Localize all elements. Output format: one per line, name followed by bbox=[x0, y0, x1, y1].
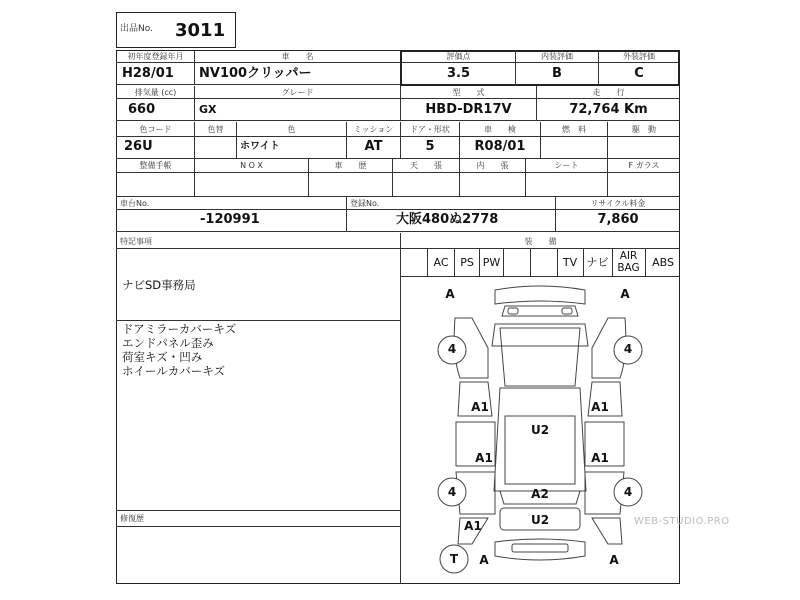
chassis-value: -120991 bbox=[200, 212, 260, 227]
car-name-value: NV100クリッパー bbox=[199, 66, 312, 81]
exterior-label: 外装評価 bbox=[623, 52, 655, 61]
damage-mark: A1 bbox=[591, 451, 609, 465]
cc-label: 排気量 (cc) bbox=[134, 88, 177, 97]
color-label: 色 bbox=[287, 125, 296, 134]
color-value: ホワイト bbox=[240, 141, 280, 152]
damage-mark: 4 bbox=[623, 342, 633, 356]
damage-mark: A bbox=[609, 553, 619, 567]
color-code-label: 色コード bbox=[139, 125, 172, 134]
inspection-value: R08/01 bbox=[474, 139, 526, 154]
equip-airbag: AIR BAG bbox=[617, 250, 640, 274]
damage-mark: A1 bbox=[591, 400, 609, 414]
equip-tv: TV bbox=[562, 256, 578, 269]
color-code-value: 26U bbox=[124, 139, 153, 154]
score-label: 評価点 bbox=[446, 52, 471, 61]
damage-mark: 4 bbox=[623, 485, 633, 499]
equip-navi: ナビ bbox=[586, 256, 609, 269]
grade-label: グレード bbox=[281, 88, 314, 97]
interior-value: B bbox=[552, 66, 562, 81]
remark-4: ホイールカバーキズ bbox=[122, 364, 226, 378]
mission-value: AT bbox=[364, 139, 383, 154]
remark-2: エンドパネル歪み bbox=[122, 336, 214, 350]
damage-mark: A2 bbox=[531, 487, 549, 501]
interior-label: 内装評価 bbox=[541, 52, 573, 61]
mission-label: ミッション bbox=[353, 125, 394, 134]
color-type-label: 色替 bbox=[207, 125, 224, 134]
damage-mark: A1 bbox=[475, 451, 493, 465]
repair-label: 修復歴 bbox=[120, 514, 144, 523]
recycle-value: 7,860 bbox=[597, 212, 639, 227]
damage-mark: U2 bbox=[530, 513, 550, 527]
reg-label: 登録No. bbox=[350, 199, 380, 208]
history-label: 車 歴 bbox=[334, 161, 367, 170]
damage-mark: A1 bbox=[471, 400, 489, 414]
damage-mark: A bbox=[479, 553, 489, 567]
watermark: WEB-STUDIO.PRO bbox=[634, 516, 730, 527]
lot-number: 3011 bbox=[175, 20, 226, 41]
notes-label: 特記事項 bbox=[120, 237, 152, 246]
door-label: ドア・形状 bbox=[410, 125, 450, 134]
drive-label: 駆 動 bbox=[632, 125, 656, 134]
mileage-value: 72,764 Km bbox=[569, 102, 648, 117]
model-value: HBD-DR17V bbox=[425, 102, 512, 117]
seat-label: シート bbox=[554, 161, 579, 170]
inspection-label: 車 検 bbox=[484, 125, 516, 134]
fuel-label: 燃 料 bbox=[562, 125, 586, 134]
recycle-label: リサイクル料金 bbox=[590, 199, 646, 208]
year-value: H28/01 bbox=[122, 66, 174, 81]
mileage-label: 走 行 bbox=[592, 88, 625, 97]
cc-value: 660 bbox=[128, 102, 156, 117]
lot-label: 出品No. bbox=[120, 24, 153, 34]
exterior-value: C bbox=[634, 66, 644, 81]
damage-mark: A bbox=[445, 287, 455, 301]
reg-value: 大阪480ぬ2778 bbox=[396, 212, 499, 227]
year-label: 初年度登録年月 bbox=[127, 52, 184, 61]
grade-value: GX bbox=[199, 103, 217, 116]
door-value: 5 bbox=[425, 139, 435, 154]
roof-label: 天 張 bbox=[410, 161, 442, 170]
glass-label: F ガラス bbox=[628, 161, 660, 170]
damage-mark: U2 bbox=[530, 423, 550, 437]
score-value: 3.5 bbox=[446, 66, 471, 81]
equip-ac: AC bbox=[433, 256, 449, 269]
remark-3: 荷室キズ・凹み bbox=[122, 350, 203, 364]
equip-ps: PS bbox=[460, 256, 474, 269]
damage-mark: A bbox=[620, 287, 630, 301]
nox-label: N O X bbox=[240, 161, 263, 170]
damage-mark: 4 bbox=[447, 342, 457, 356]
equip-abs: ABS bbox=[652, 256, 674, 269]
manual-label: 整備手帳 bbox=[139, 161, 172, 170]
name-label: 車 名 bbox=[281, 52, 314, 61]
remark-1: ドアミラーカバーキズ bbox=[122, 322, 237, 336]
damage-mark: T bbox=[449, 552, 459, 566]
damage-mark: A1 bbox=[464, 519, 482, 533]
chassis-label: 車台No. bbox=[120, 199, 150, 208]
equip-pw: PW bbox=[482, 256, 501, 269]
inner-label: 内 張 bbox=[476, 161, 509, 170]
model-label: 型 式 bbox=[452, 88, 485, 97]
equipment-label: 装 備 bbox=[524, 237, 557, 246]
damage-mark: 4 bbox=[447, 485, 457, 499]
notes-line: ナビSD事務局 bbox=[122, 278, 196, 292]
